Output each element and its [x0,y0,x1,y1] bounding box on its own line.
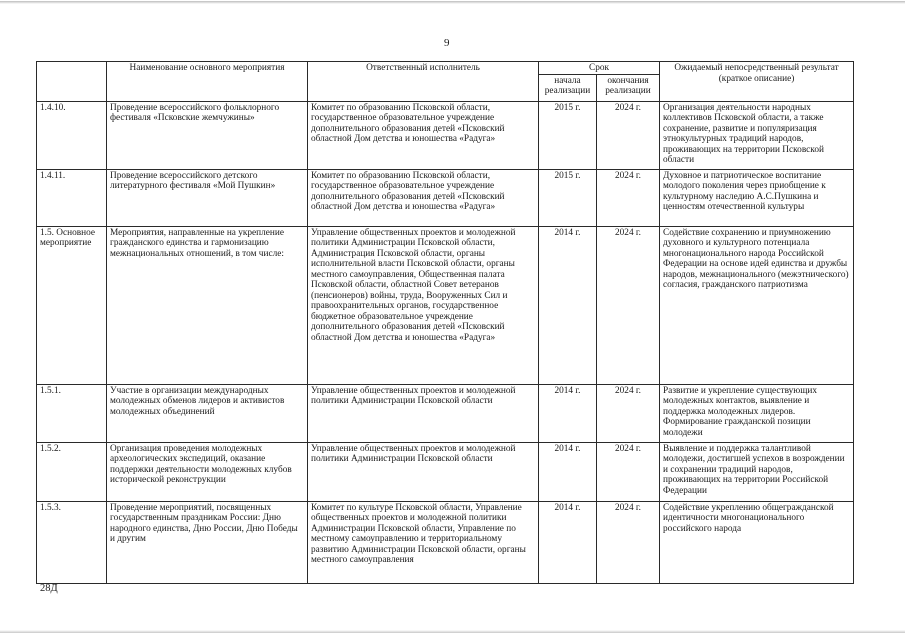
row-num: 1.4.11. [37,169,107,226]
row-result: Содействие укреплению общегражданской идентичности многонационального российского народа [660,501,854,583]
row-num: 1.5.1. [37,384,107,442]
header-num [37,62,107,102]
scan-bottom-edge [0,630,905,633]
row-executor: Комитет по образованию Псковской области, государственное образовательное учреждение дополнительного образования детей «Псковский областной Дом детства и юношества «Радуга» [308,169,539,226]
page-number: 9 [444,37,450,49]
row-num: 1.5.2. [37,442,107,501]
header-period: Срок [539,62,660,75]
row-executor: Управление общественных проектов и молодежной политики Администрации Псковской области, Администрация Псковской области, органы исполнительной власти Псковской области, органы местного самоуправления, Общественная палата Псковской области, областной Совет ветеранов (пенсионеров) войны, труда, Вооруженных Сил и правоохранительных органов, государственное бюджетное образовательное учреждение дополнительного образования детей «Псковский областной Дом детства и юношества «Радуга» [308,226,539,384]
row-num: 1.5. Основное мероприятие [37,226,107,384]
row-result: Духовное и патриотическое воспитание молодого поколения через приобщение к культурному наследию А.С.Пушкина и ценностям отечественной культуры [660,169,854,226]
row-num: 1.5.3. [37,501,107,583]
row-activity-name: Организация проведения молодежных археологических экспедиций, оказание поддержки деятельности молодежных клубов исторической реконструкции [107,442,308,501]
table-row [37,226,854,384]
row-end: 2024 г. [597,226,660,384]
header-end: окончания реализации [597,74,660,101]
row-activity-name: Проведение мероприятий, посвященных государственным праздникам России: Дню народного единства, Дню России, Дню Победы и другим [107,501,308,583]
row-end: 2024 г. [597,384,660,442]
header-executor: Ответственный исполнитель [308,62,539,102]
row-activity-name: Проведение всероссийского детского литературного фестиваля «Мой Пушкин» [107,169,308,226]
row-executor: Управление общественных проектов и молодежной политики Администрации Псковской области [308,442,539,501]
row-start: 2015 г. [539,169,597,226]
row-result: Выявление и поддержка талантливой молодежи, достигшей успехов в возрождении и сохранении традиций народов, проживающих на территории Российской Федерации [660,442,854,501]
row-num: 1.4.10. [37,101,107,169]
row-start: 2015 г. [539,101,597,169]
activities-table [36,61,854,584]
table-row [37,101,854,169]
header-start: начала реализации [539,74,597,101]
row-result: Организация деятельности народных коллективов Псковской области, а также сохранение, развитие и популяризация этнокультурных традиций народов, проживающих на территории Псковской области [660,101,854,169]
header-result: Ожидаемый непосредственный результат (краткое описание) [660,62,854,102]
table-header [37,62,854,102]
row-end: 2024 г. [597,501,660,583]
row-executor: Управление общественных проектов и молодежной политики Администрации Псковской области [308,384,539,442]
row-activity-name: Участие в организации международных молодежных обменов лидеров и активистов молодежных объединений [107,384,308,442]
row-result: Развитие и укрепление существующих молодежных контактов, выявление и поддержка молодежных лидеров. Формирование гражданской позиции молодежи [660,384,854,442]
row-start: 2014 г. [539,226,597,384]
footer-code: 28Д [40,583,58,594]
row-start: 2014 г. [539,442,597,501]
row-start: 2014 г. [539,501,597,583]
table-row [37,442,854,501]
row-end: 2024 г. [597,169,660,226]
table-row [37,169,854,226]
row-start: 2014 г. [539,384,597,442]
row-executor: Комитет по культуре Псковской области, Управление общественных проектов и молодежной политики Администрации Псковской области, Управление по местному самоуправлению и территориальному развитию Администрации Псковской области, органы местного самоуправления [308,501,539,583]
row-result: Содействие сохранению и приумножению духовного и культурного потенциала многонационального народа Российской Федерации на основе идей единства и дружбы народов, межнационального (межэтнического) согласия, гражданского патриотизма [660,226,854,384]
row-end: 2024 г. [597,442,660,501]
row-executor: Комитет по образованию Псковской области, государственное образовательное учреждение дополнительного образования детей «Псковский областной Дом детства и юношества «Радуга» [308,101,539,169]
row-end: 2024 г. [597,101,660,169]
header-activity-name: Наименование основного мероприятия [107,62,308,102]
table-row [37,384,854,442]
row-activity-name: Проведение всероссийского фольклорного фестиваля «Псковские жемчужины» [107,101,308,169]
scan-top-edge [0,1,905,4]
table-row [37,501,854,583]
row-activity-name: Мероприятия, направленные на укрепление гражданского единства и гармонизацию межнациональных отношений, в том числе: [107,226,308,384]
